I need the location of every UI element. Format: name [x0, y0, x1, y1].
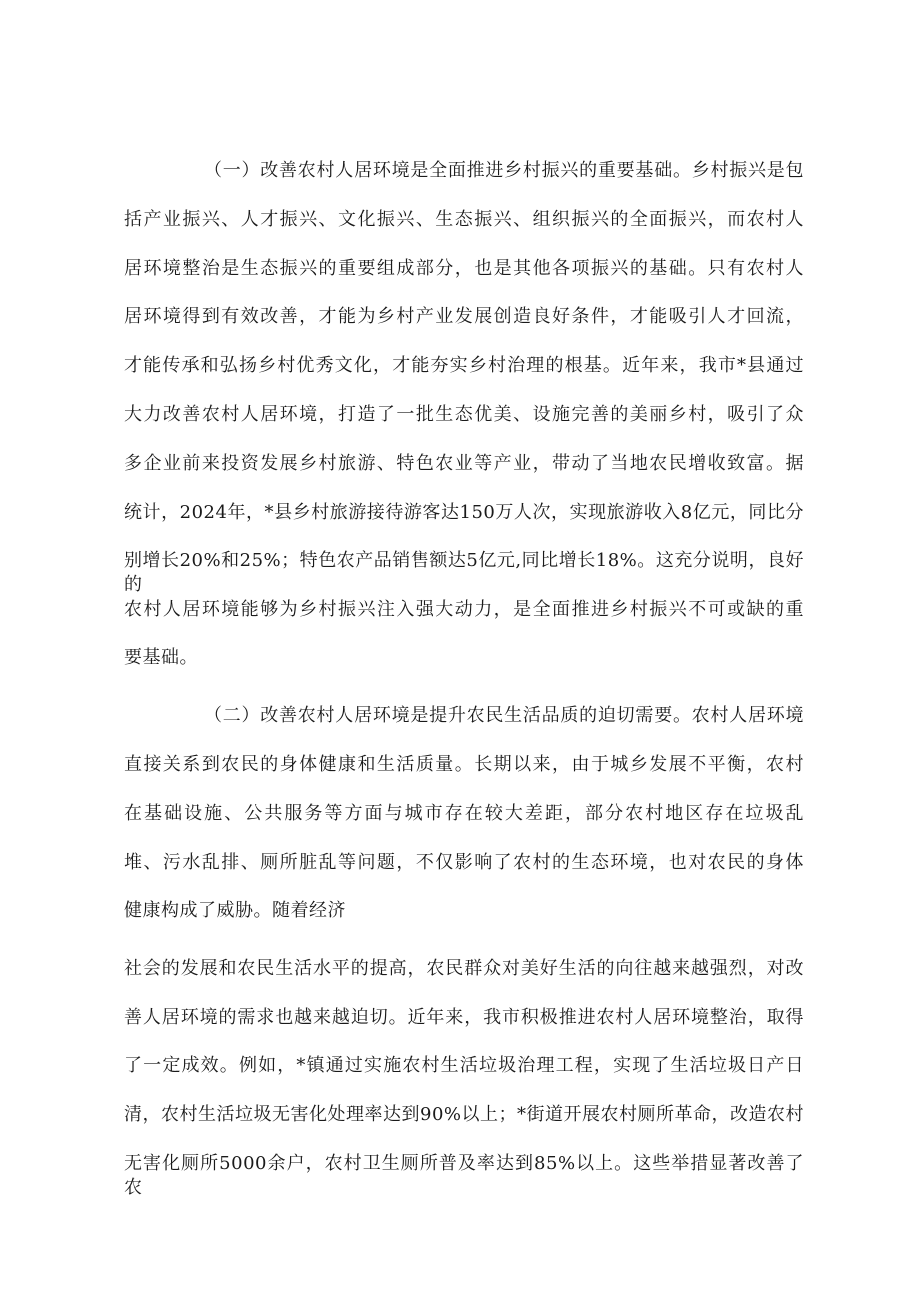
text-line: 社会的发展和农民生活水平的提高，农民群众对美好生活的向往越来越强烈，对改: [124, 958, 804, 979]
text-line: 农村人居环境能够为乡村振兴注入强大动力，是全面推进乡村振兴不可或缺的重: [124, 599, 804, 620]
text-line: 要基础。: [124, 647, 198, 668]
text-line: （一）改善农村人居环境是全面推进乡村振兴的重要基础。乡村振兴是包: [204, 160, 804, 181]
text-line: 多企业前来投资发展乡村旅游、特色农业等产业，带动了当地农民增收致富。据: [124, 453, 804, 474]
text-line: 了一定成效。例如，*镇通过实施农村生活垃圾治理工程，实现了生活垃圾日产日: [124, 1055, 804, 1076]
text-line: 才能传承和弘扬乡村优秀文化，才能夯实乡村治理的根基。近年来，我市*县通过: [124, 355, 804, 376]
text-line: 大力改善农村人居环境，打造了一批生态优美、设施完善的美丽乡村，吸引了众: [124, 404, 804, 425]
text-line: 居环境得到有效改善，才能为乡村产业发展创造良好条件，才能吸引人才回流，: [124, 306, 804, 327]
text-line: 别增长20%和25%；特色农产品销售额达5亿元,同比增长18%。这充分说明，良好的: [124, 550, 804, 595]
text-line: 清，农村生活垃圾无害化处理率达到90%以上；*街道开展农村厕所革命，改造农村: [124, 1104, 805, 1125]
text-line: 在基础设施、公共服务等方面与城市存在较大差距，部分农村地区存在垃圾乱: [124, 803, 804, 824]
text-line: 直接关系到农民的身体健康和生活质量。长期以来，由于城乡发展不平衡，农村: [124, 754, 804, 775]
text-line: 括产业振兴、人才振兴、文化振兴、生态振兴、组织振兴的全面振兴，而农村人: [124, 209, 804, 230]
text-line: 统计，2024年，*县乡村旅游接待游客达150万人次，实现旅游收入8亿元，同比分: [124, 502, 804, 523]
text-line: 健康构成了威胁。随着经济: [124, 900, 346, 921]
text-line: 无害化厕所5000余户，农村卫生厕所普及率达到85%以上。这些举措显著改善了农: [124, 1153, 804, 1198]
text-line: 堆、污水乱排、厕所脏乱等问题，不仅影响了农村的生态环境，也对农民的身体: [124, 852, 804, 873]
text-line: 善人居环境的需求也越来越迫切。近年来，我市积极推进农村人居环境整治，取得: [124, 1007, 804, 1028]
text-line: 居环境整治是生态振兴的重要组成部分，也是其他各项振兴的基础。只有农村人: [124, 258, 804, 279]
text-line: （二）改善农村人居环境是提升农民生活品质的迫切需要。农村人居环境: [204, 705, 804, 726]
